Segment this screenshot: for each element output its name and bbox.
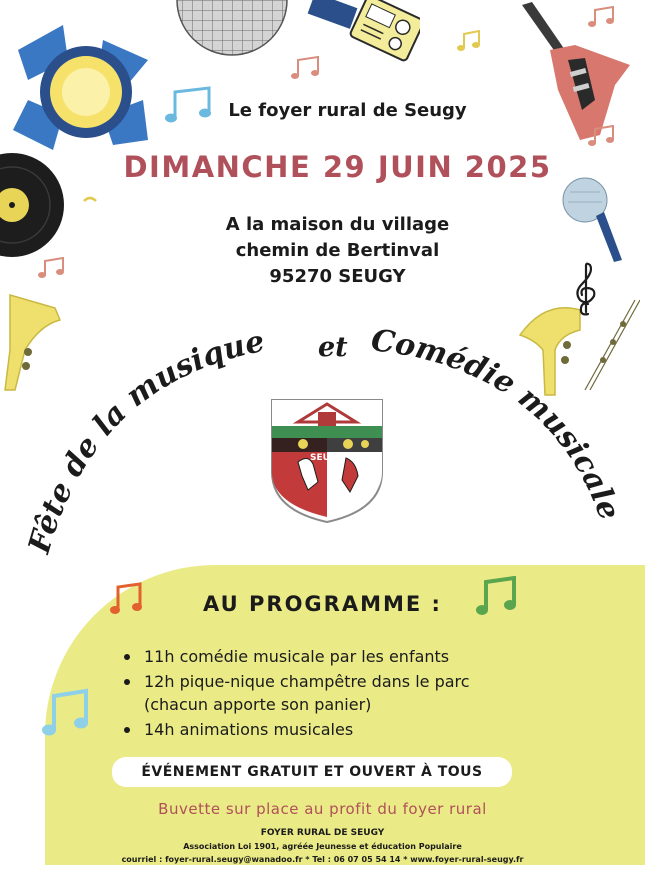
program-title: AU PROGRAMME : [203, 592, 442, 616]
address-line-1: A la maison du village [225, 214, 450, 235]
program-item: 12h pique-nique champêtre dans le parc (chacun apporte son panier) [122, 670, 522, 716]
event-title-left: Fête de la musique [22, 323, 268, 558]
event-title-right: Comédie musicale [369, 323, 627, 525]
crest-text: SEUGY [310, 453, 344, 463]
event-title-connector: et [318, 332, 348, 363]
village-crest-icon [268, 392, 386, 524]
footer-name: FOYER RURAL DE SEUGY [260, 828, 385, 838]
buvette-note: Buvette sur place au profit du foyer rural [158, 800, 487, 818]
program-item: 14h animations musicales [122, 718, 522, 741]
free-event-banner: ÉVÉNEMENT GRATUIT ET OUVERT À TOUS [112, 757, 512, 787]
program-item: 11h comédie musicale par les enfants [122, 645, 522, 668]
address-line-2: chemin de Bertinval [235, 240, 440, 261]
program-list [122, 645, 522, 743]
address-line-3: 95270 SEUGY [269, 266, 406, 287]
organizer-name: Le foyer rural de Seugy [228, 100, 467, 121]
event-date: DIMANCHE 29 JUIN 2025 [123, 150, 552, 184]
footer-association: Association Loi 1901, agréée Jeunesse et éducation Populaire [183, 842, 462, 851]
footer-contact: courriel : foyer-rural.seugy@wanadoo.fr * Tel : 06 07 05 54 14 * www.foyer-rural-seugy.fr [121, 855, 524, 864]
music-note-icon [42, 688, 92, 738]
